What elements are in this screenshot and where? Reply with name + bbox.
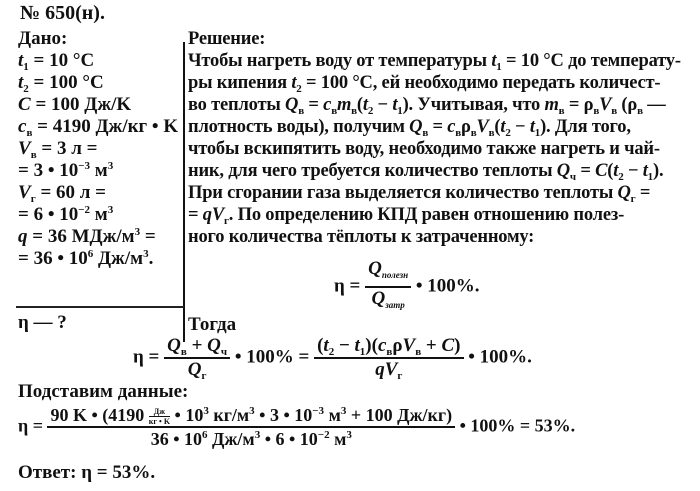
given-line: $c_в = 4190$ Дж/кг • K — [18, 116, 179, 139]
equation-numeric — [18, 404, 575, 450]
eq1-fraction — [365, 258, 411, 316]
divider-vertical — [183, 42, 185, 342]
solution-heading: Решение: — [188, 29, 266, 49]
then-label: Тогда — [188, 314, 237, 335]
eq1-lhs: η = — [334, 275, 361, 297]
eq3-numerator: 90 K • (4190 Дж кг • K • $10^3$ $кг/м^3$ • 3 • $10^{-3}$ $м^3 + 100$ Дж/кг) — [47, 404, 455, 428]
given-line: $t_1 = 10$ °C — [18, 50, 95, 73]
given-line: $V_г = 60$ л = — [18, 182, 107, 205]
eq3-denominator: 36 • $10^6$ $Дж/м^3$ • 6 • $10^{-2}$ $м^3$ — [150, 429, 352, 450]
eq2-tail: • 100%. — [468, 346, 532, 368]
eq1-numerator: $Q_{полезн}$ — [365, 258, 411, 288]
solution-line: ры кипения $t_2 = 100$ °C, ей необходимо передать количест- — [188, 73, 661, 95]
given-line: $t_2 = 100$ °C — [18, 72, 104, 95]
eq1-denominator: $Q_{затр}$ — [371, 288, 405, 310]
solution-line: плотность воды), получим $Q_в = c_в\rho_вV_в(t_2 - t_1)$. Для того, — [188, 117, 631, 139]
eq2-numerator-1: $Q_в + Q_ч$ — [164, 335, 230, 359]
solution-line: При сгорании газа выделяется количество теплоты $Q_г$ = — [188, 183, 651, 205]
given-line: = 36 • $10^6$ $Дж/м^3$. — [18, 248, 154, 269]
given-line: = 6 • $10^{-2}$ $м^3$ — [18, 204, 114, 225]
eq2-denominator-2: $qV_г$ — [375, 359, 403, 382]
substitute-label: Подставим данные: — [18, 381, 189, 402]
eq2-lhs: η = — [133, 346, 160, 368]
solution-line: ник, для чего требуется количество теплоты $Q_ч = C(t_2 - t_1)$. — [188, 161, 664, 183]
answer: Ответ: η = 53%. — [18, 462, 156, 483]
solution-line: Чтобы нагреть воду от температуры $t_1 = 10$ °C до температу- — [188, 51, 681, 73]
eq2-denominator-1: $Q_г$ — [187, 359, 207, 382]
equation-efficiency-expanded — [133, 335, 532, 381]
equation-efficiency-definition — [334, 258, 480, 316]
given-line: = 3 • $10^{-3}$ $м^3$ — [18, 160, 114, 181]
eq3-fraction — [47, 404, 455, 450]
solution-line: = $qV_г$. По определению КПД равен отношению полез- — [188, 205, 625, 227]
solution-line: ного количества тёплоты к затраченному: — [188, 227, 535, 247]
eq1-tail: • 100%. — [415, 275, 480, 297]
given-line: C = 100 Дж/K — [18, 94, 132, 115]
given-section — [18, 28, 178, 270]
eq3-tail: • 100% = 53%. — [459, 415, 576, 436]
solution-line: чтобы вскипятить воду, необходимо также нагреть и чай- — [188, 139, 660, 159]
solution-section — [188, 28, 693, 248]
eq2-mid: • 100% = — [234, 346, 310, 368]
eq2-fraction-1 — [164, 335, 230, 381]
solution-line: во теплоты $Q_в = c_вm_в(t_2 - t_1)$. Учитывая, что $m_в = \rho_вV_в$ ($\rho_в$ — — [188, 95, 666, 117]
given-line: $V_в = 3$ л = — [18, 138, 98, 161]
divider-horizontal — [16, 306, 184, 308]
given-line: q = 36 МДж/$м^3$ = — [18, 226, 156, 247]
problem-number: № 650(н). — [20, 2, 105, 24]
eq2-numerator-2: $(t_2 - t_1)(c_в\rho V_в + C)$ — [314, 335, 463, 359]
eq3-lhs: η = — [18, 415, 43, 436]
given-heading: Дано: — [18, 28, 68, 49]
find-quantity: η — ? — [18, 312, 67, 333]
eq2-fraction-2 — [314, 335, 463, 381]
